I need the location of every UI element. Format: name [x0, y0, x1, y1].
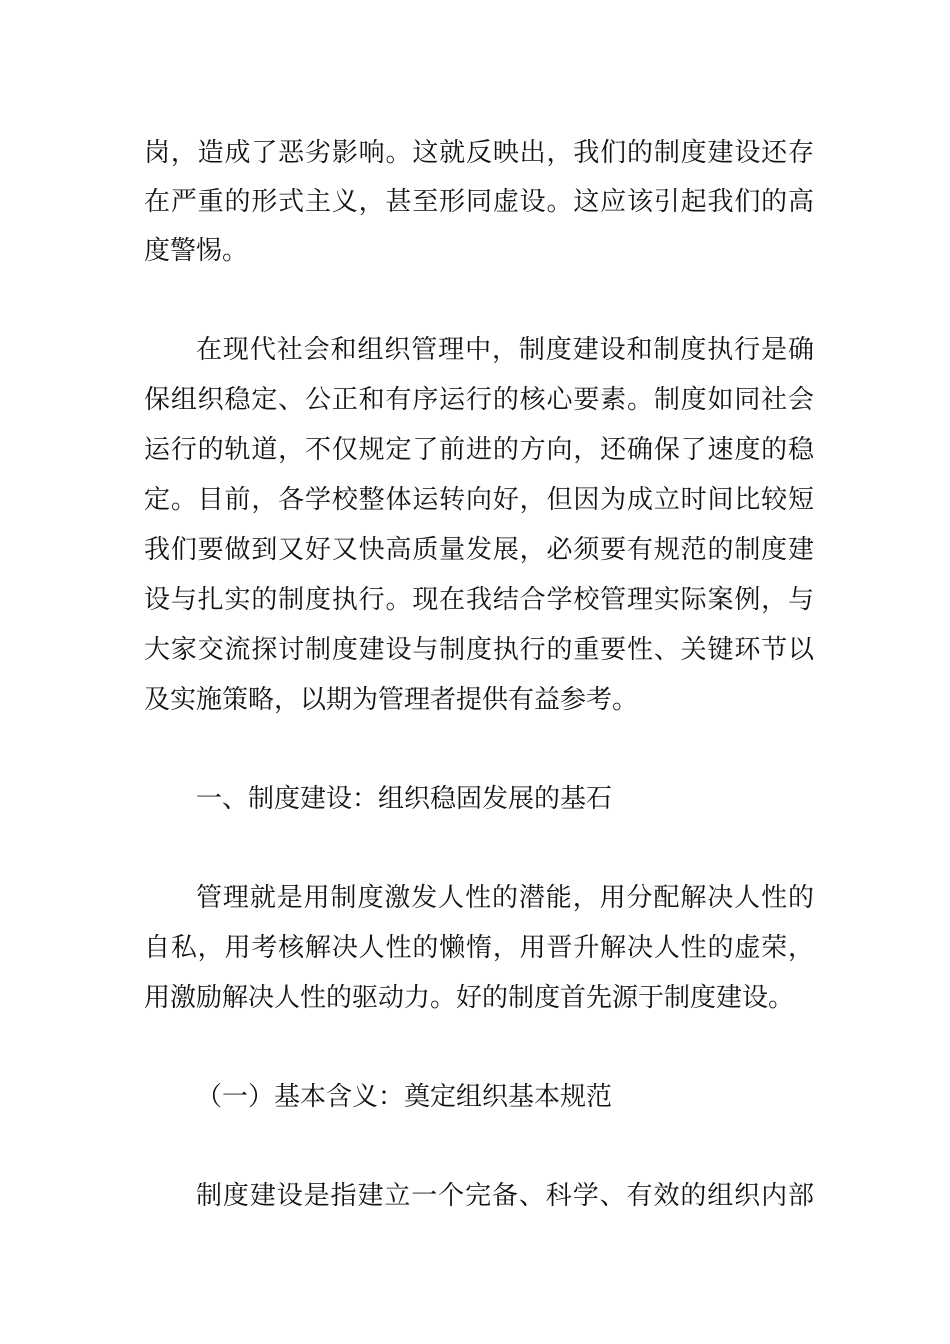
- text-line: 大家交流探讨制度建设与制度执行的重要性、关键环节以: [144, 635, 814, 665]
- subsection-heading: （一）基本含义：奠定组织基本规范: [196, 1082, 613, 1112]
- text-line: 用激励解决人性的驱动力。好的制度首先源于制度建设。: [144, 983, 795, 1013]
- paragraph-first-line: 管理就是用制度激发人性的潜能，用分配解决人性的: [196, 883, 814, 913]
- text-line: 岗，造成了恶劣影响。这就反映出，我们的制度建设还存: [144, 138, 814, 168]
- text-line: 我们要做到又好又快高质量发展，必须要有规范的制度建: [144, 535, 814, 565]
- text-line: 运行的轨道，不仅规定了前进的方向，还确保了速度的稳: [144, 435, 814, 465]
- text-line: 在严重的形式主义，甚至形同虚设。这应该引起我们的高: [144, 187, 814, 217]
- text-line: 定。目前，各学校整体运转向好，但因为成立时间比较短: [144, 485, 814, 515]
- text-line: 自私，用考核解决人性的懒惰，用晋升解决人性的虚荣，: [144, 933, 814, 963]
- text-line: 及实施策略，以期为管理者提供有益参考。: [144, 685, 639, 715]
- text-line: 保组织稳定、公正和有序运行的核心要素。制度如同社会: [144, 385, 814, 415]
- text-line: 度警惕。: [144, 236, 249, 266]
- section-heading: 一、制度建设：组织稳固发展的基石: [196, 784, 613, 814]
- paragraph-first-line: 制度建设是指建立一个完备、科学、有效的组织内部: [196, 1181, 814, 1211]
- text-line: 设与扎实的制度执行。现在我结合学校管理实际案例，与: [144, 585, 814, 615]
- paragraph-first-line: 在现代社会和组织管理中，制度建设和制度执行是确: [196, 335, 814, 365]
